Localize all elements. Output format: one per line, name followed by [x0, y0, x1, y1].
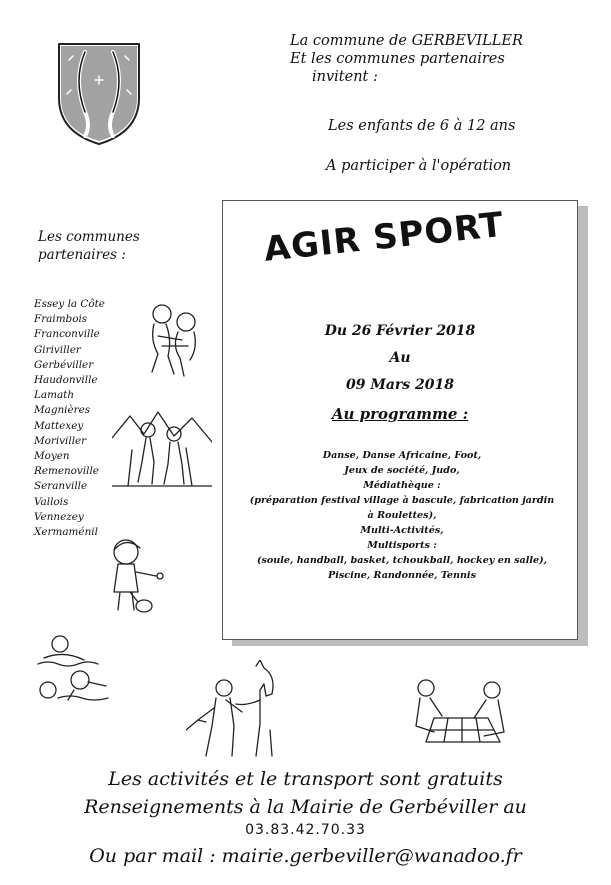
program-list — [232, 448, 572, 583]
date-from: Du 26 Février 2018 — [324, 323, 476, 339]
town-item: Gerbéviller — [34, 358, 94, 371]
town-item: Giriviller — [34, 343, 81, 356]
town-item: Haudonville — [34, 374, 98, 387]
info-line: Renseignements à la Mairie de Gerbéviller au — [84, 796, 527, 818]
event-dates — [300, 318, 500, 399]
tennis-girl-illustration — [100, 536, 170, 616]
partners-title-line-1: Les communes — [38, 229, 140, 245]
program-title: Au programme : — [331, 405, 469, 423]
town-item: Moriviller — [34, 434, 87, 447]
partners-title — [38, 228, 140, 264]
program-line: Jeux de société, Judo, — [344, 465, 460, 476]
partner-towns-list — [34, 297, 105, 540]
swimming-kids-illustration — [34, 630, 114, 710]
program-line: Multi-Activités, — [360, 525, 444, 536]
free-activities-line: Les activités et le transport sont gratuits — [108, 768, 503, 790]
town-item: Franconville — [34, 328, 100, 341]
town-item: Seranville — [34, 480, 88, 493]
partners-title-line-2: partenaires : — [38, 247, 126, 263]
town-item: Magnières — [34, 404, 91, 417]
date-to: 09 Mars 2018 — [345, 377, 455, 393]
program-line: Danse, Danse Africaine, Foot, — [322, 450, 482, 461]
town-item: Xermaménil — [34, 526, 98, 539]
judo-kids-illustration — [132, 300, 212, 380]
board-game-kids-illustration — [404, 672, 514, 752]
horse-riding-illustration — [186, 660, 296, 760]
town-item: Mattexey — [34, 419, 84, 432]
town-item: Vallois — [34, 495, 69, 508]
email-line: Ou par mail : mairie.gerbeviller@wanadoo.fr — [89, 845, 522, 867]
program-line: Piscine, Randonnée, Tennis — [328, 570, 476, 581]
header-line-2: Et les communes partenaires — [290, 51, 505, 67]
town-item: Vennezey — [34, 510, 84, 523]
phone-number: 03.83.42.70.33 — [245, 822, 366, 838]
program-line: à Roulettes), — [367, 510, 437, 521]
coat-of-arms-two-fish-icon — [55, 40, 143, 148]
event-title: AGIR SPORT — [262, 204, 506, 270]
program-line: Médiathèque : — [363, 480, 441, 491]
date-separator: Au — [389, 350, 411, 366]
town-item: Moyen — [34, 450, 70, 463]
program-line: (soule, handball, basket, tchoukball, hockey en salle), — [256, 555, 548, 566]
age-range: Les enfants de 6 à 12 ans — [328, 118, 516, 134]
program-line: (préparation festival village à bascule, fabrication jardin — [249, 495, 555, 506]
town-item: Remenoville — [34, 465, 99, 478]
program-line: Multisports : — [367, 540, 437, 551]
town-item: Fraimbois — [34, 313, 88, 326]
header-line-3: invitent : — [312, 69, 378, 85]
hiking-kids-illustration — [112, 408, 212, 488]
invitation-header — [290, 32, 523, 86]
town-item: Essey la Côte — [34, 298, 105, 310]
header-line-1: La commune de GERBEVILLER — [290, 33, 523, 49]
operation-line: A participer à l'opération — [326, 158, 512, 174]
town-item: Lamath — [34, 389, 75, 402]
